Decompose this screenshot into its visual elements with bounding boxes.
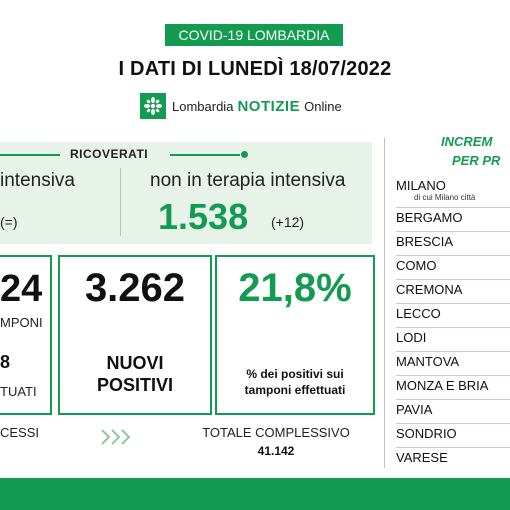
province-item [396,352,510,376]
province-item [396,256,510,280]
tamponi-label: MPONI [0,315,43,330]
province-name: SONDRIO [396,426,457,441]
province-item [396,328,510,352]
non-terapia-intensiva-value: 1.538 [158,196,249,237]
totale-complessivo-value: 41.142 [257,444,295,458]
province-item [396,376,510,400]
terapia-intensiva-label: intensiva [0,170,75,191]
province-name: MANTOVA [396,354,460,369]
brand-logo [140,92,342,120]
percentuale-value: 21,8% [238,266,352,310]
page-title: I DATI DI LUNEDÌ 18/07/2022 [118,58,392,80]
province-list [396,176,510,471]
percentuale-label [215,366,375,398]
province-name: BERGAMO [396,210,463,225]
province-item [396,448,510,471]
ricoverati-divider [120,168,121,236]
province-name: BRESCIA [396,234,454,249]
incremento-title-line1: INCREM [441,134,493,149]
incremento-title-line2: PER PR [452,153,501,168]
percentuale-label-line1: % dei positivi sui [246,367,344,381]
brand-name-online: Online [304,98,342,114]
nuovi-positivi-label [58,352,212,396]
top-banner: COVID-19 LOMBARDIA [165,24,343,46]
totale-complessivo-label: TOTALE COMPLESSIVO [202,425,350,440]
province-name: COMO [396,258,437,273]
province-name: VARESE [396,450,448,465]
milano-citta-sublabel: di cui Milano città [414,193,476,202]
non-terapia-intensiva-label: non in terapia intensiva [150,170,346,191]
province-item [396,304,510,328]
ricoverati-label: RICOVERATI [70,147,149,161]
nuovi-positivi-value: 3.262 [84,266,186,310]
brand-name-notizie: NOTIZIE [237,97,301,115]
ricoverati-line-left [0,154,60,156]
province-name: MONZA E BRIA [396,378,489,393]
footer-bar [0,478,510,510]
province-name: PAVIA [396,402,433,417]
tamponi-value-2: 8 [0,352,11,372]
province-divider [384,138,385,468]
chevrons-right-icon [100,428,138,451]
province-name: MILANO [396,178,446,193]
decessi-label: CESSI [0,425,40,440]
ricoverati-line-right [170,154,240,156]
percentuale-label-line2: tamponi effettuati [244,383,346,397]
lombardia-rose-icon [140,93,166,119]
province-name: LECCO [396,306,441,321]
non-terapia-intensiva-delta: (+12) [271,214,305,230]
terapia-intensiva-delta: (=) [0,214,18,230]
tamponi-label-2: TUATI [0,384,37,399]
nuovi-positivi-label-line2: POSITIVI [96,375,174,395]
province-item [396,176,510,208]
brand-name-lombardia: Lombardia [172,98,234,114]
province-name: CREMONA [396,282,463,297]
province-item [396,280,510,304]
province-item [396,208,510,232]
province-name: LODI [396,330,427,345]
province-item [396,424,510,448]
ricoverati-dot [241,151,248,158]
nuovi-positivi-label-line1: NUOVI [106,353,164,373]
incremento-province-title [441,132,500,170]
province-item [396,400,510,424]
province-item [396,232,510,256]
tamponi-value: 24 [0,268,43,310]
